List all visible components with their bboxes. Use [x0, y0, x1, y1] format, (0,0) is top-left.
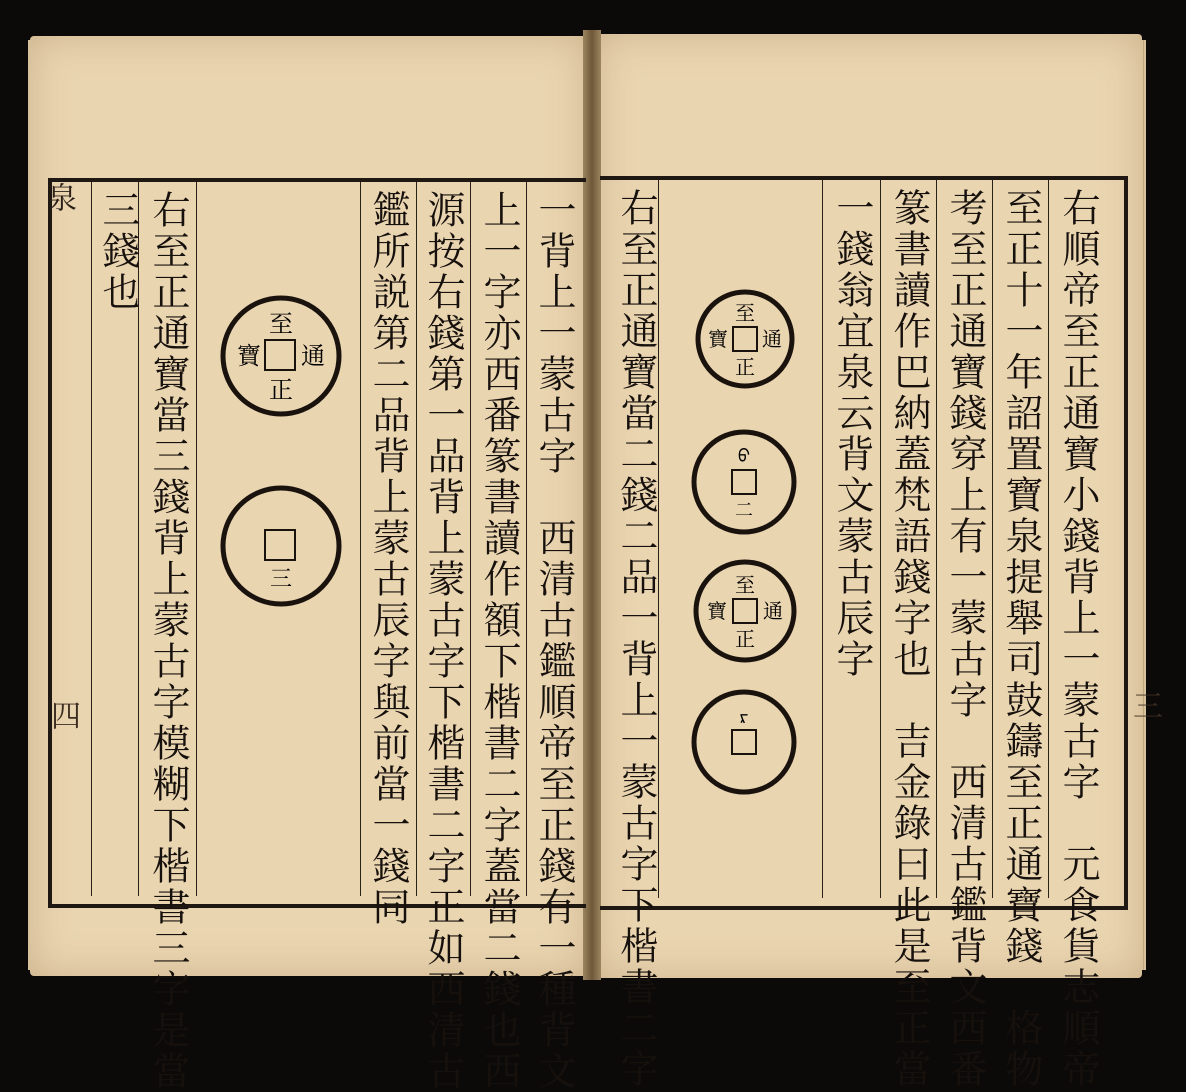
- column-rule: [1048, 180, 1049, 898]
- coin-char-top: 至: [735, 573, 755, 597]
- right-text-column-3: 考至正通寶錢穿上有一蒙古字 西清古鑑背文西番: [943, 188, 987, 1090]
- left-text-column-3: 源按右錢第一品背上蒙古字下楷書二字正如西清古: [421, 190, 465, 1092]
- coin-mongol-char: ᠪ: [737, 446, 751, 467]
- coin-char-bottom: 正: [269, 376, 293, 404]
- right-text-column-2: 至正十一年詔置寶泉提舉司鼓鑄至正通寶錢 格物: [999, 188, 1043, 1090]
- left-text-column-5: 右至正通寶當三錢背上蒙古字模糊下楷書三字是當: [146, 190, 190, 1092]
- column-rule: [470, 182, 471, 896]
- coin-char-bottom: 三: [269, 567, 293, 592]
- coin-char-top: 至: [735, 301, 755, 325]
- column-rule: [658, 180, 659, 898]
- right-text-column-1: 右順帝至正通寶小錢背上一蒙古字 元食貨志順帝: [1056, 188, 1100, 1090]
- coin-char-bottom: 正: [735, 627, 755, 651]
- coin-illustration-zhizheng-1: [219, 294, 343, 422]
- column-rule: [416, 182, 417, 896]
- coin-char-left: 寶: [708, 327, 728, 351]
- left-text-column-2: 上一字亦西番篆書讀作額下楷書二字蓋當二錢也西: [477, 190, 521, 1092]
- right-text-column-5: 一錢翁宜泉云背文蒙古辰字: [830, 188, 874, 680]
- column-rule: [91, 182, 92, 896]
- coin-illustration-zhizheng-2: [692, 558, 798, 668]
- coin-illustration-reverse-2: [690, 428, 798, 540]
- column-rule: [936, 180, 937, 898]
- right-text-column-6: 右至正通寶當二錢二品一背上一蒙古字下楷書二字: [614, 188, 658, 1090]
- column-rule: [880, 180, 881, 898]
- coin-char-bottom: 二: [735, 500, 753, 521]
- left-text-column-6: 三錢也: [96, 190, 140, 313]
- coin-char-bottom: 正: [735, 355, 755, 379]
- column-rule: [822, 180, 823, 898]
- coin-mongol-char: ᠷ: [739, 706, 749, 727]
- coin-char-left: 寶: [707, 599, 727, 623]
- right-page-number: 三: [1127, 690, 1162, 721]
- left-margin-marker: 泉: [41, 182, 76, 213]
- coin-char-right: 通: [763, 599, 783, 623]
- column-rule: [196, 182, 197, 896]
- column-rule: [360, 182, 361, 896]
- coin-illustration-zhizheng-small: [694, 288, 796, 394]
- coin-char-right: 通: [301, 342, 325, 370]
- coin-illustration-reverse-3: [219, 484, 343, 612]
- column-rule: [526, 182, 527, 896]
- left-page-number: 四: [45, 700, 80, 731]
- right-text-column-4: 篆書讀作巴納蓋梵語錢字也 吉金錄曰此是至正當: [887, 188, 931, 1090]
- left-text-column-1: 一背上一蒙古字 西清古鑑順帝至正錢有一種背文: [532, 190, 576, 1092]
- column-rule: [992, 180, 993, 898]
- coin-char-top: 至: [269, 310, 293, 338]
- coin-illustration-reverse-mongol: [690, 688, 798, 800]
- coin-char-right: 通: [762, 327, 782, 351]
- coin-char-left: 寶: [237, 342, 261, 370]
- left-text-column-4: 鑑所説第二品背上蒙古辰字與前當一錢同: [366, 190, 410, 928]
